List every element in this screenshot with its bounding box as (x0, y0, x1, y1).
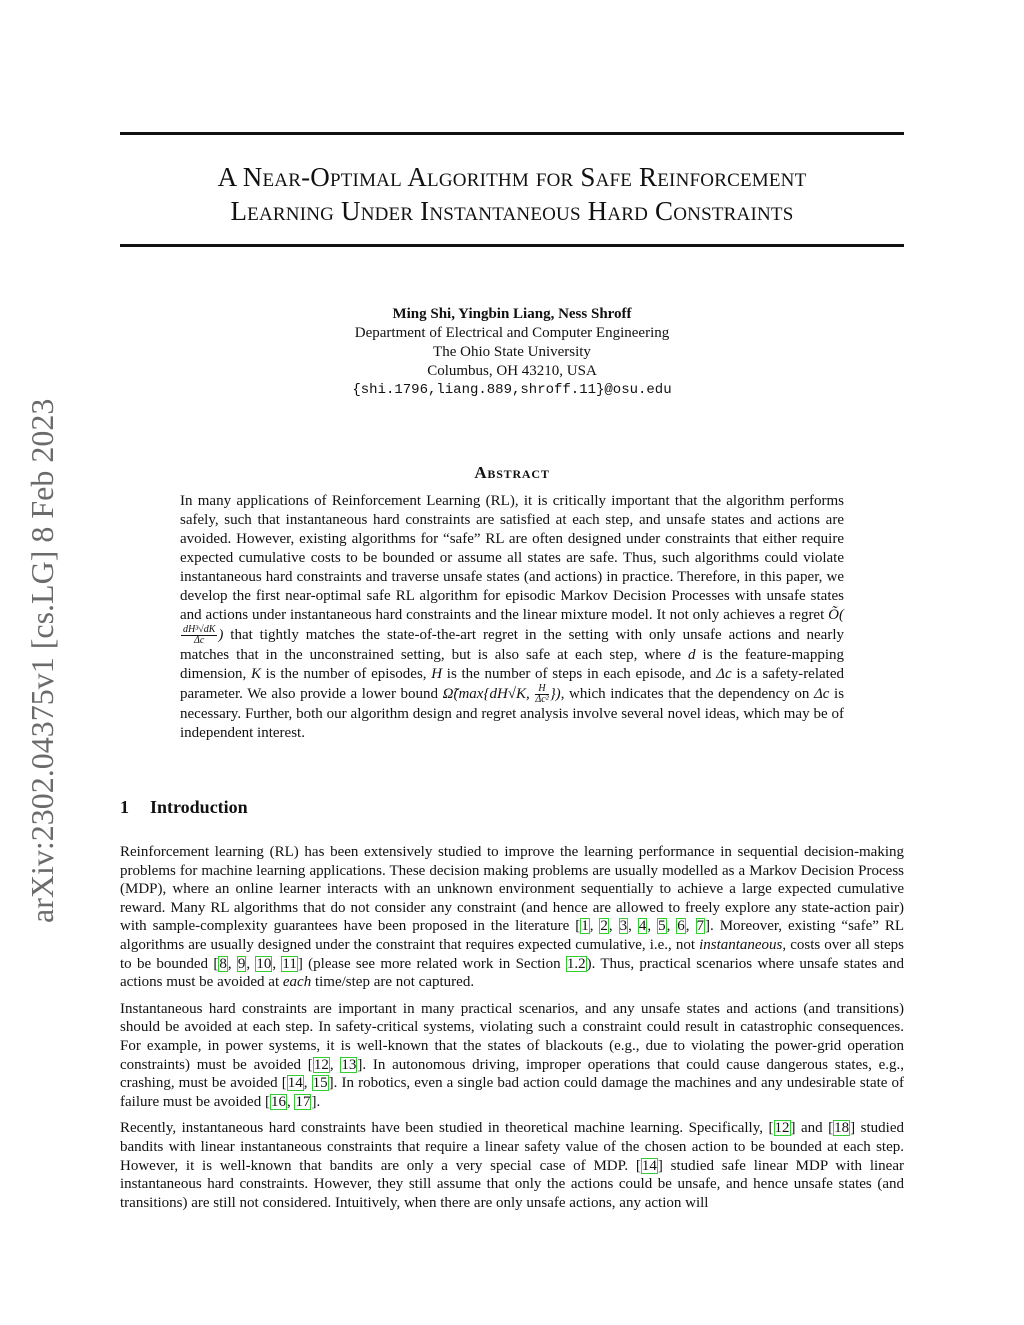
paper-title (120, 160, 904, 228)
abstract-part: is a safety-related parameter. We also provide a lower bound (180, 666, 844, 702)
citation-link[interactable]: 4 (638, 918, 647, 935)
lower-bound-formula (442, 683, 561, 705)
text-run: Instantaneous hard constraints are important in many practical scenarios, and any unsafe states and actions (and transitions) should be avoided at each step. In safety-critical systems, violating such a constraint could result in catastrophic consequences. For example, in power systems, it is well-known that the states of blackouts (e.g., due to violating the power-grid operation constraints) must be avoided [ (120, 1000, 904, 1073)
abstract-part: , which indicates that the dependency on (560, 685, 810, 702)
citation-link[interactable]: 16 (270, 1093, 286, 1110)
intro-paragraph-1: Reinforcement learning (RL) has been extensively studied to improve the learning performance in sequential decision-making problems for machine learning applications. These decision making problems are usually modelled as a Markov Decision Process (MDP), where an online learner interacts with an unknown environment sequentially to achieve a large expected cumulative reward. Many RL algorithms that do not consider any constraint (and hence are allowed to freely explore any state-action pair) with sample-complexity guarantees have been proposed in the literature [1, 2, 3, 4, 5, 6, 7]. Moreover, existing “safe” RL algorithms are usually designed under the constraint that requires expected cumulative, i.e., not instantaneous, costs over all steps to be bounded [8, 9, 10, 11] (please see more related work in Section 1.2). Thus, practical scenarios where unsafe states and actions must be avoided at each time/step are not captured. (120, 844, 905, 991)
citation-link[interactable]: 5 (658, 918, 666, 935)
title-line-2: Learning Under Instantaneous Hard Constraints (230, 196, 794, 226)
intro-paragraph-3 (120, 1119, 904, 1212)
title-line-1: A Near-Optimal Algorithm for Safe Reinforcement (217, 162, 807, 192)
author-address: Columbus, OH 43210, USA (427, 363, 597, 379)
text-run: ] (please see more related work in Section (297, 955, 566, 972)
math-H: H (431, 666, 443, 682)
text-run: ]. In autonomous driving, improper operations that could cause dangerous states, e.g., crashing, must be avoided [ (120, 1056, 904, 1092)
text-run: ] and [ (790, 1120, 834, 1137)
lb-prefix: Ω̃(max{dH√K, (442, 685, 535, 702)
math-otilde: Õ( (828, 607, 844, 623)
abstract-part: that tightly matches the state-of-the-art regret in the setting with only unsafe actions and nearly matches that in the unconstrained setting, but is also safe at each step, where (180, 626, 844, 663)
citation-link[interactable]: 17 (295, 1093, 311, 1110)
regret-numerator: dH³√dK (183, 624, 216, 635)
text-run: Recently, instantaneous hard constraints have been studied in theoretical machine learning. Specifically, [ (120, 1120, 774, 1137)
section-title: Introduction (150, 797, 248, 817)
abstract-part: is the number of steps in each episode, and (446, 666, 712, 682)
text-run: ). Thus, practical scenarios where unsafe states and actions must be avoided at (120, 955, 905, 991)
lb-fraction (535, 684, 548, 705)
citation-link[interactable]: 8 (219, 955, 227, 972)
citation-link[interactable]: 15 (312, 1075, 328, 1092)
author-names: Ming Shi, Yingbin Liang, Ness Shroff (392, 306, 632, 322)
text-run: time/step are not captured. (311, 974, 475, 991)
text-run: ] studied safe linear MDP with linear instantaneous hard constraints. However, they still assume that only the actions could be unsafe, and hence unsafe states (and transitions) are still not considered. Intuitively, when there are only unsafe actions, any action will (120, 1157, 904, 1211)
math-K: K (250, 666, 261, 682)
citation-link[interactable]: 11 (282, 955, 297, 972)
abstract-heading: Abstract (474, 463, 550, 482)
emphasis: each (282, 974, 312, 991)
citation-link[interactable]: 12 (774, 1120, 790, 1137)
arxiv-identifier[interactable]: arXiv:2302.04375v1 [cs.LG] 8 Feb 2023 (24, 398, 60, 923)
citation-link[interactable]: 6 (677, 918, 685, 935)
math-d: d (688, 647, 696, 663)
lb-numerator: H (535, 684, 548, 695)
citation-link[interactable]: 18 (834, 1120, 850, 1137)
regret-fraction (181, 625, 217, 646)
citation-link[interactable]: 12 (313, 1056, 329, 1073)
citation-link[interactable]: 1 (581, 918, 589, 935)
section-number: 1 (120, 797, 129, 817)
author-department: Department of Electrical and Computer Engineering (354, 325, 670, 341)
citation-link[interactable]: 13 (341, 1056, 357, 1073)
section-link[interactable]: 1.2 (566, 955, 586, 972)
emphasis: instantaneous (699, 936, 783, 953)
citation-link[interactable]: 3 (619, 918, 628, 935)
math-close: ) (218, 626, 224, 643)
regret-denominator: Δc (194, 635, 205, 646)
lb-denominator: Δc² (535, 694, 549, 705)
intro-body (120, 843, 904, 1220)
author-block (120, 305, 904, 400)
author-email[interactable]: {shi.1796,liang.889,shroff.11}@osu.edu (352, 382, 672, 398)
abstract-part: is the feature-mapping dimension, (180, 647, 845, 682)
text-run: Reinforcement learning (RL) has been extensively studied to improve the learning performance in sequential decision-making problems for machine learning applications. These decision making problems are usually modelled as a Markov Decision Process (MDP), where an online learner interacts with an unknown environment sequentially to achieve a large expected cumulative reward. Many RL algorithms that do not consider any constraint (and hence are allowed to freely explore any state-action pair) with sample-complexity guarantees have been proposed in the literature [ (120, 844, 904, 935)
citation-link[interactable]: 2 (600, 918, 608, 935)
author-university: The Ohio State University (433, 344, 591, 360)
abstract-text (180, 492, 844, 743)
title-top-rule (120, 132, 904, 135)
math-delta-c: Δc (716, 666, 732, 682)
text-run: , costs over all steps to be bounded [ (120, 936, 904, 972)
citation-link[interactable]: 14 (287, 1075, 303, 1092)
lb-suffix: }) (549, 685, 561, 702)
citation-link[interactable]: 14 (641, 1157, 657, 1174)
citation-link[interactable]: 10 (256, 955, 272, 972)
abstract-part: In many applications of Reinforcement Learning (RL), it is critically important that the algorithm performs safely, such that instantaneous hard constraints are satisfied at each step, and unsafe states and actions are avoided. However, existing algorithms for “safe” RL are often designed under constraints that either require expected cumulative costs to be bounded or assume all states are safe. Thus, such algorithms could violate instantaneous hard constraints and traverse unsafe states (and actions) in practice. Therefore, in this paper, we develop the first near-optimal safe RL algorithm for episodic Markov Decision Processes with unsafe states and actions under instantaneous hard constraints and the linear mixture model. It not only achieves a regret (180, 493, 844, 623)
text-run: ]. In robotics, even a single bad action could damage the machines and any undesirable state of failure must be avoided [ (120, 1075, 905, 1110)
abstract-part: is the number of episodes, (265, 666, 427, 682)
intro-paragraph-2: Instantaneous hard constraints are important in many practical scenarios, and any unsafe states and actions (and transitions) should be avoided at each step. In safety-critical systems, violating such a constraint could result in catastrophic consequences. For example, in power systems, it is well-known that the states of blackouts (e.g., due to violating the power-grid operation constraints) must be avoided [12, 13]. In autonomous driving, improper operations that could cause dangerous states, e.g., crashing, must be avoided [14, 15]. In robotics, even a single bad action could damage the machines and any undesirable state of failure must be avoided [16, 17]. (120, 1000, 905, 1110)
text-run: ]. (311, 1093, 321, 1110)
text-run: ] studied bandits with linear instantaneous constraints that require a linear safety value of the chosen action to be bounded at each step. However, it is well-known that bandits are only a very special case of MDP. [ (120, 1120, 905, 1174)
section-heading (120, 797, 248, 818)
abstract-part: is necessary. Further, both our algorithm design and regret analysis involve several novel ideas, which may be of independent interest. (180, 685, 845, 741)
citation-link[interactable]: 9 (237, 955, 246, 972)
citation-link[interactable]: 7 (696, 918, 704, 935)
text-run: ]. Moreover, existing “safe” RL algorithms are usually designed under the constraint that requires expected cumulative, i.e., not (120, 918, 905, 953)
math-delta-c: Δc (813, 685, 830, 702)
title-bottom-rule (120, 244, 904, 247)
